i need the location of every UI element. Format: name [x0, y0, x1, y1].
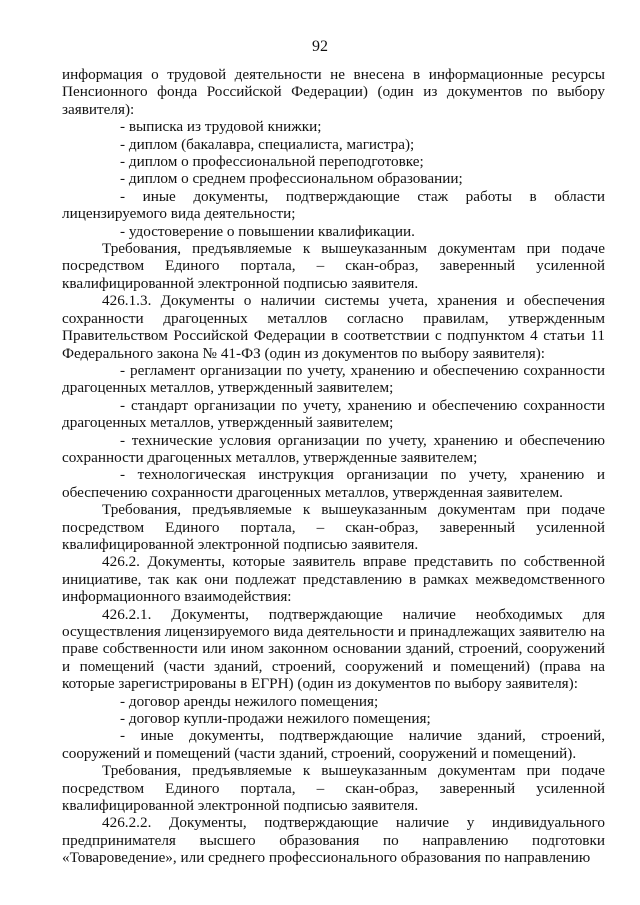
- clause-426-2-2: 426.2.2. Документы, подтверждающие наличие у индивидуального предпринимателя высшего образования по направлению подготовки «Товароведение», или среднего профессионального образования по направлению: [62, 814, 605, 867]
- clause-426-2-1: 426.2.1. Документы, подтверждающие наличие необходимых для осуществления лицензируемого вида деятельности и принадлежащих заявителю на праве собственности или ином законном основании зданий, строений, сооружений и помещений (части зданий, строений, сооружений и помещений) (права на которые зарегистрированы в ЕГРН) (один из документов по выбору заявителя):: [62, 605, 605, 693]
- list-item: - технические условия организации по учету, хранению и обеспечению сохранности драгоценных металлов, утвержденные заявителем;: [62, 431, 605, 466]
- list-item: - договор аренды нежилого помещения;: [120, 692, 379, 710]
- clause-426-1-3: 426.1.3. Документы о наличии системы учета, хранения и обеспечения сохранности драгоценных металлов согласно правилам, утвержденным Правительством Российской Федерации в соответствии с подпунктом 4 статьи 11 Федерального закона № 41-ФЗ (один из документов по выбору заявителя):: [62, 292, 605, 362]
- list-item: - иные документы, подтверждающие стаж работы в области лицензируемого вида деятельности;: [62, 187, 605, 223]
- list-item: - технологическая инструкция организации по учету, хранению и обеспечению сохранности драгоценных металлов, утвержденная заявителем.: [62, 466, 605, 501]
- requirements-paragraph: Требования, предъявляемые к вышеуказанным документам при подаче посредством Единого портала, – скан-образ, заверенный усиленной квалифицированной электронной подписью заявителя.: [62, 762, 605, 815]
- page-number: 92: [312, 38, 328, 55]
- document-body: [62, 66, 605, 867]
- requirements-paragraph: Требования, предъявляемые к вышеуказанным документам при подаче посредством Единого портала, – скан-образ, заверенный усиленной квалифицированной электронной подписью заявителя.: [62, 240, 605, 292]
- clause-426-2: 426.2. Документы, которые заявитель вправе представить по собственной инициативе, так как они подлежат представлению в рамках межведомственного информационного взаимодействия:: [62, 553, 605, 606]
- requirements-paragraph: Требования, предъявляемые к вышеуказанным документам при подаче посредством Единого портала, – скан-образ, заверенный усиленной квалифицированной электронной подписью заявителя.: [62, 501, 605, 553]
- paragraph-continuation: информация о трудовой деятельности не внесена в информационные ресурсы Пенсионного фонда Российской Федерации) (один из документов по выбору заявителя):: [62, 66, 605, 118]
- list-item: - договор купли-продажи нежилого помещения;: [120, 710, 431, 728]
- list-item: - стандарт организации по учету, хранению и обеспечению сохранности драгоценных металлов, утвержденный заявителем;: [62, 396, 605, 432]
- list-item: - выписка из трудовой книжки;: [120, 118, 322, 136]
- list-item: - удостоверение о повышении квалификации.: [120, 222, 415, 240]
- list-item: - диплом о профессиональной переподготовке;: [120, 153, 424, 171]
- list-item: - иные документы, подтверждающие наличие зданий, строений, сооружений и помещений (части зданий, строений, сооружений и помещений).: [62, 727, 605, 762]
- list-item: - диплом о среднем профессиональном образовании;: [120, 170, 463, 188]
- list-item: - регламент организации по учету, хранению и обеспечению сохранности драгоценных металлов, утвержденный заявителем;: [62, 361, 605, 397]
- list-item: - диплом (бакалавра, специалиста, магистра);: [120, 135, 415, 153]
